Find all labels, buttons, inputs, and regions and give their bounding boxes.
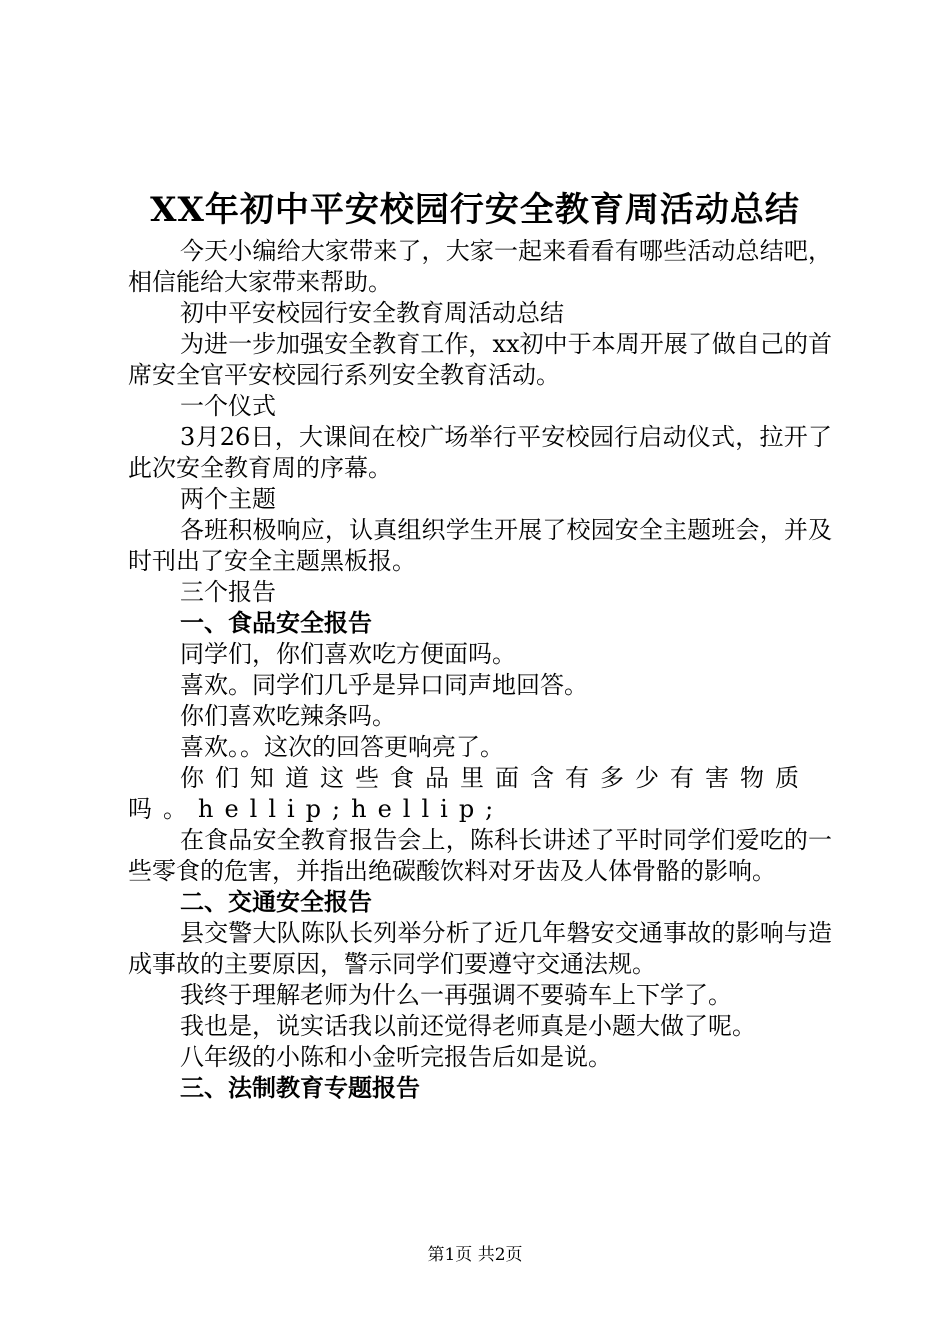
page-number-footer: 第1页 共2页 [427,1245,523,1265]
paragraph-section-reports: 三个报告 [180,578,276,606]
paragraph-student-quote-2: 我也是，说实话我以前还觉得老师真是小题大做了呢。 [180,1012,756,1040]
document-body [128,236,832,1104]
paragraph-purpose: 为进一步加强安全教育工作，xx初中于本周开展了做自己的首席安全官平安校园行系列安全教育活动。 [128,330,832,389]
paragraph-subtitle: 初中平安校园行安全教育周活动总结 [180,299,564,327]
paragraph-section-ceremony: 一个仪式 [180,392,276,420]
paragraph-ceremony-detail: 3月26日，大课间在校广场举行平安校园行启动仪式，拉开了此次安全教育周的序幕。 [128,423,832,482]
paragraph-dialog-4: 喜欢。。这次的回答更响亮了。 [180,733,504,761]
paragraph-dialog-3: 你们喜欢吃辣条吗。 [180,702,396,730]
paragraph-dialog-5: 你们知道这些食品里面含有多少有害物质吗。hellip;hellip; [128,764,810,823]
paragraph-food-report: 在食品安全教育报告会上，陈科长讲述了平时同学们爱吃的一些零食的危害，并指出绝碳酸饮料对牙齿及人体骨骼的影响。 [128,826,832,885]
paragraph-student-quote-1: 我终于理解老师为什么一再强调不要骑车上下学了。 [180,981,732,1009]
heading-traffic-safety: 二、交通安全报告 [180,888,372,916]
paragraph-student-attribution: 八年级的小陈和小金听完报告后如是说。 [180,1043,612,1071]
paragraph-section-themes: 两个主题 [180,485,276,513]
paragraph-dialog-1: 同学们，你们喜欢吃方便面吗。 [180,640,516,668]
paragraph-dialog-2: 喜欢。同学们几乎是异口同声地回答。 [180,671,588,699]
paragraph-intro: 今天小编给大家带来了，大家一起来看看有哪些活动总结吧，相信能给大家带来帮助。 [128,237,832,296]
heading-legal-education: 三、法制教育专题报告 [180,1074,420,1102]
paragraph-traffic-report: 县交警大队陈队长列举分析了近几年磐安交通事故的影响与造成事故的主要原因，警示同学们要遵守交通法规。 [128,919,832,978]
paragraph-themes-detail: 各班积极响应，认真组织学生开展了校园安全主题班会，并及时刊出了安全主题黑板报。 [128,516,832,575]
document-title: XX年初中平安校园行安全教育周活动总结 [150,190,800,230]
heading-food-safety: 一、食品安全报告 [180,609,372,637]
